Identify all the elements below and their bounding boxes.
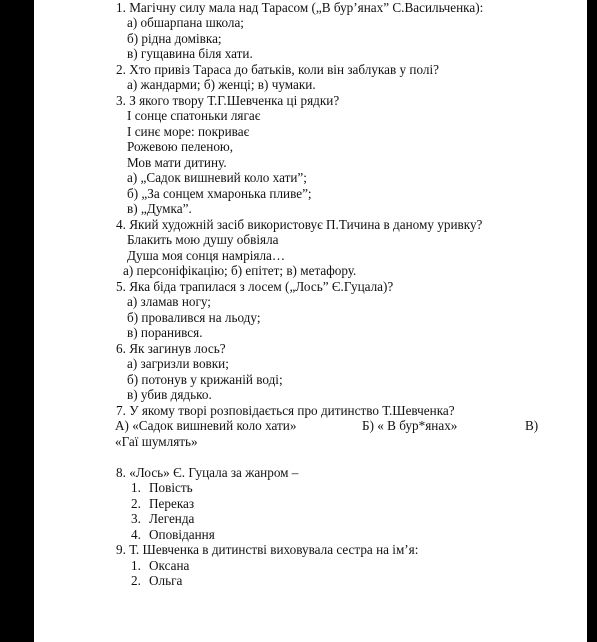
- q3-text: 3. З якого твору Т.Г.Шевченка ці рядки?: [116, 93, 340, 108]
- q8-option-number: 4.: [131, 527, 141, 542]
- q5-option-c: в) поранився.: [127, 325, 203, 340]
- q6-text: 6. Як загинув лось?: [116, 341, 226, 356]
- q8-option: Оповідання: [149, 527, 215, 542]
- q5-option-b: б) провалився на льоду;: [127, 310, 261, 325]
- q7-option-a: А) «Садок вишневий коло хати»: [115, 418, 297, 433]
- q7-option-c-title: «Гаї шумлять»: [115, 434, 198, 449]
- q9-text: 9. Т. Шевченка в дитинстві виховувала сестра на ім’я:: [116, 542, 419, 557]
- q5-text: 5. Яка біда трапилася з лосем („Лось” Є.Гуцала)?: [116, 279, 394, 294]
- q2-text: 2. Хто привіз Тараса до батьків, коли він заблукав у полі?: [116, 62, 439, 77]
- q4-options: а) персоніфікацію; б) епітет; в) метафору.: [123, 263, 357, 278]
- q5-option-a: а) зламав ногу;: [127, 294, 211, 309]
- q4-text: 4. Який художній засіб використовує П.Тичина в даному уривку?: [116, 217, 483, 232]
- q9-option: Оксана: [149, 558, 190, 573]
- q1-option-c: в) гущавина біля хати.: [127, 46, 253, 61]
- q8-text: 8. «Лось» Є. Гуцала за жанром –: [116, 465, 299, 480]
- q1-text: 1. Магічну силу мала над Тарасом („В бур’янах” С.Васильченка):: [116, 0, 484, 15]
- q1-option-a: а) обшарпана школа;: [127, 15, 244, 30]
- q7-option-b: Б) « В бур*янах»: [362, 418, 458, 433]
- q3-verse-line: Мов мати дитину.: [127, 155, 227, 170]
- q3-option-b: б) „За сонцем хмаронька пливе”;: [127, 186, 312, 201]
- q6-option-b: б) потонув у крижаній воді;: [127, 372, 283, 387]
- q8-option: Повість: [149, 480, 193, 495]
- q3-verse-line: І сонце спатоньки лягає: [127, 108, 261, 123]
- q7-option-c-prefix: В): [525, 418, 539, 433]
- q3-verse-line: І синє море: покриває: [127, 124, 250, 139]
- q9-option: Ольга: [149, 573, 183, 588]
- q3-option-a: а) „Садок вишневий коло хати”;: [127, 170, 307, 185]
- q8-option-number: 2.: [131, 496, 141, 511]
- q1-option-b: б) рідна домівка;: [127, 31, 222, 46]
- q8-option-number: 3.: [131, 511, 141, 526]
- q9-option-number: 1.: [131, 558, 141, 573]
- q8-option: Легенда: [149, 511, 195, 526]
- q4-verse-line: Душа моя сонця намріяла…: [127, 248, 286, 263]
- q4-verse-line: Блакить мою душу обвіяла: [127, 232, 279, 247]
- q6-option-a: а) загризли вовки;: [127, 356, 229, 371]
- q8-option-number: 1.: [131, 480, 141, 495]
- q7-text: 7. У якому творі розповідається про дитинство Т.Шевченка?: [116, 403, 455, 418]
- q9-option-number: 2.: [131, 573, 141, 588]
- q3-verse-line: Рожевою пеленою,: [127, 139, 234, 154]
- q6-option-c: в) убив дядько.: [127, 387, 212, 402]
- q8-option: Переказ: [149, 496, 195, 511]
- document-page: [34, 0, 587, 642]
- q2-options: а) жандарми; б) женці; в) чумаки.: [127, 77, 316, 92]
- q3-option-c: в) „Думка”.: [127, 201, 192, 216]
